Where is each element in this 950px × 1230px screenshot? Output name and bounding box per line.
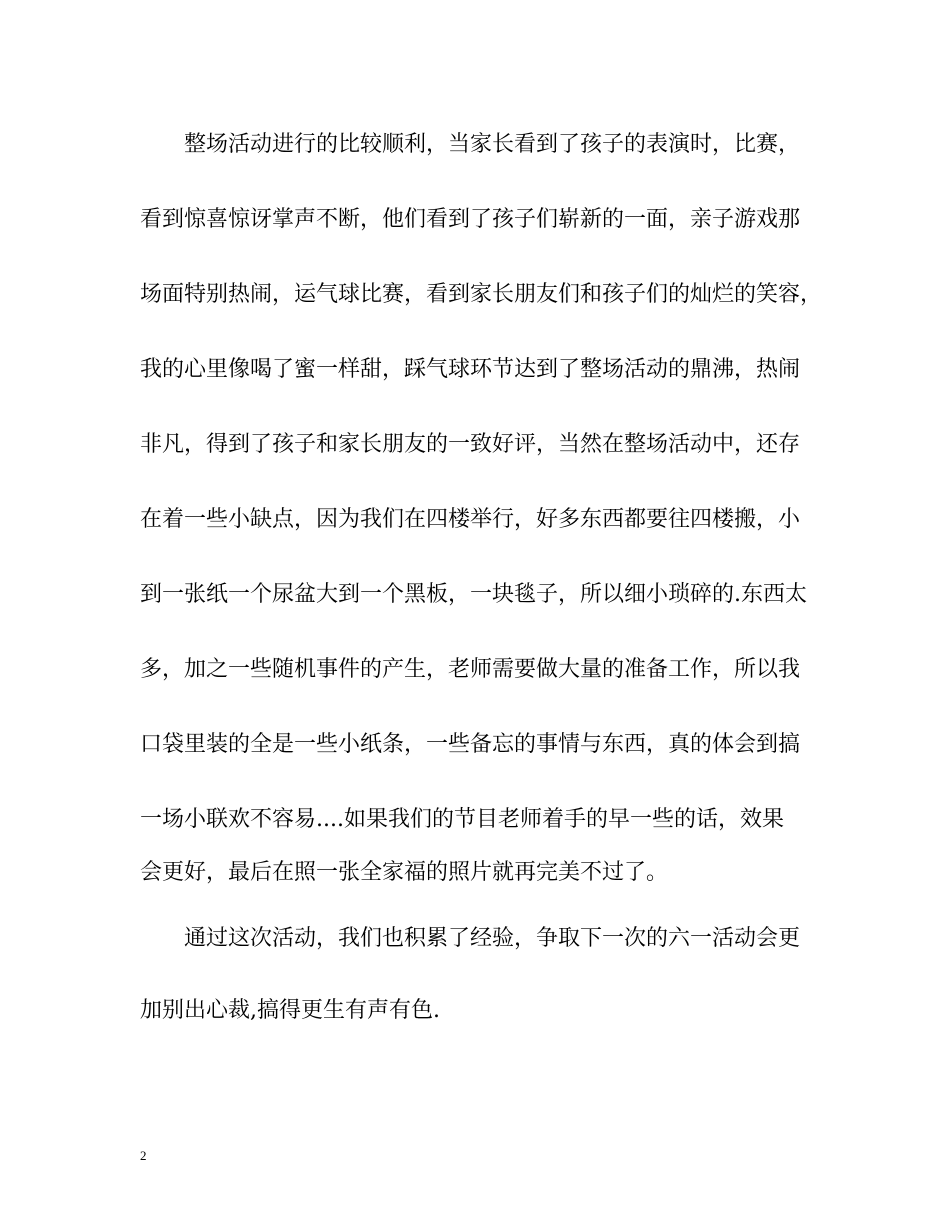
text-line: 看到惊喜惊讶掌声不断，他们看到了孩子们崭新的一面，亲子游戏那	[140, 207, 801, 232]
text-line: 在着一些小缺点，因为我们在四楼举行，好多东西都要往四楼搬，小	[140, 507, 801, 532]
text-line: 我的心里像喝了蜜一样甜，踩气球环节达到了整场活动的鼎沸，热闹	[140, 357, 801, 382]
text-line: 多，加之一些随机事件的产生，老师需要做大量的准备工作，所以我	[140, 657, 801, 682]
text-line: 整场活动进行的比较顺利，当家长看到了孩子的表演时，比赛，	[140, 132, 801, 157]
text-line: 非凡，得到了孩子和家长朋友的一致好评，当然在整场活动中，还存	[140, 432, 801, 457]
text-line: 会更好，最后在照一张全家福的照片就再完美不过了。	[140, 860, 669, 885]
text-line: 场面特别热闹，运气球比赛，看到家长朋友们和孩子们的灿烂的笑容，	[140, 282, 823, 307]
page-number: 2	[140, 1148, 147, 1163]
text-line: 到一张纸一个尿盆大到一个黑板，一块毯子，所以细小琐碎的.东西太	[140, 582, 807, 607]
text-line: 通过这次活动，我们也积累了经验，争取下一次的六一活动会更	[140, 926, 801, 951]
text-line: 加别出心裁,搞得更生有声有色.	[140, 998, 440, 1023]
text-line: 一场小联欢不容易....如果我们的节目老师着手的早一些的话，效果	[140, 807, 784, 832]
text-line: 口袋里装的全是一些小纸条，一些备忘的事情与东西，真的体会到搞	[140, 732, 801, 757]
